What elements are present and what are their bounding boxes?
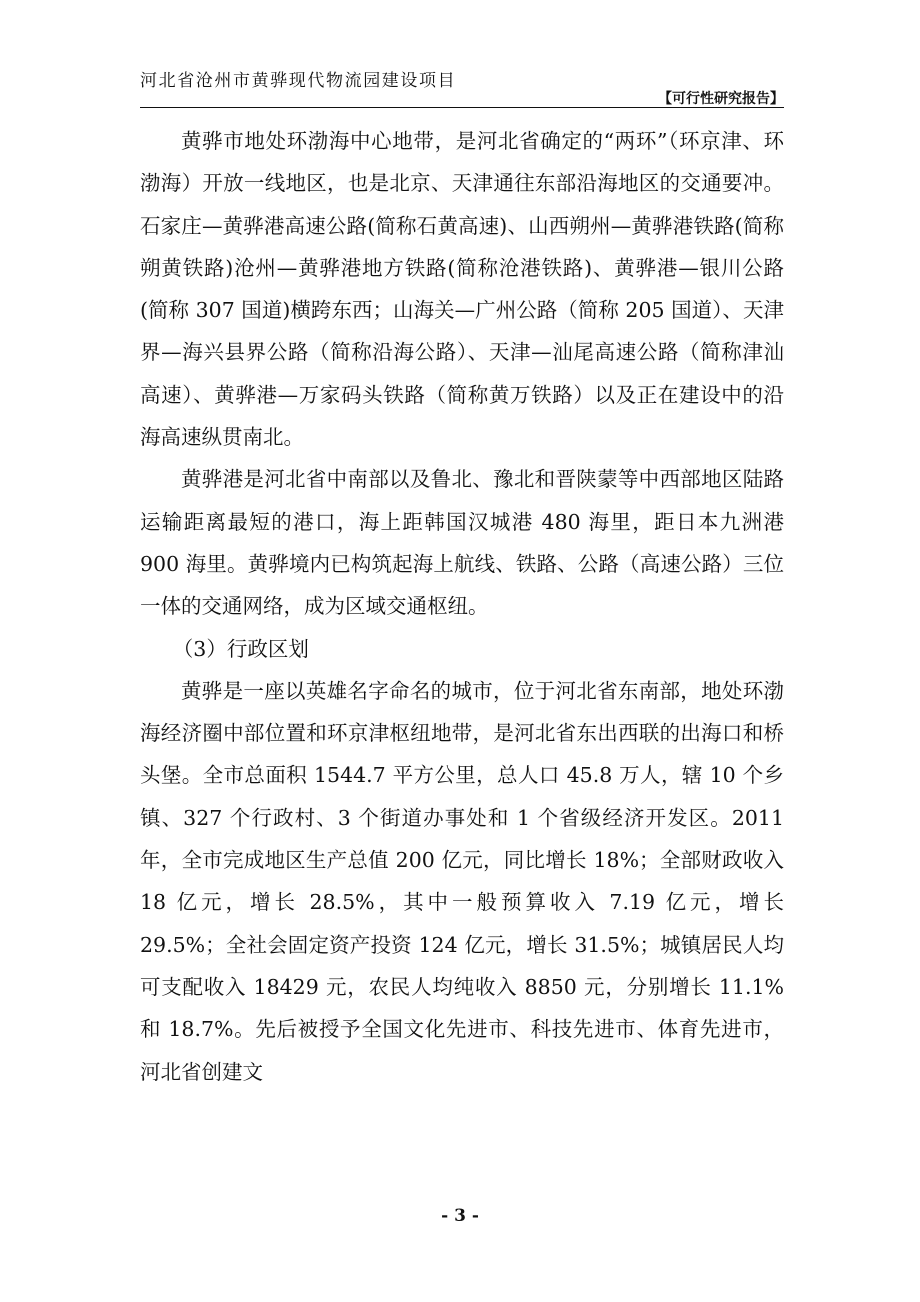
paragraph-transport: 黄骅市地处环渤海中心地带，是河北省确定的“两环”（环京津、环渤海）开放一线地区，也是北京、天津通往东部沿海地区的交通要冲。石家庄—黄骅港高速公路(简称石黄高速)、山西朔州—黄骅港铁路(简称朔黄铁路)沧州—黄骅港地方铁路(简称沧港铁路)、黄骅港—银川公路(简称 307 国道)横跨东西；山海关—广州公路（简称 205 国道）、天津界—海兴县界公路（简称沿海公路）、天津—汕尾高速公路（简称津汕高速）、黄骅港—万家码头铁路（简称黄万铁路）以及正在建设中的沿海高速纵贯南北。 [140, 129, 784, 450]
paragraph-city-overview: 黄骅是一座以英雄名字命名的城市，位于河北省东南部，地处环渤海经济圈中部位置和环京津枢纽地带，是河北省东出西联的出海口和桥头堡。全市总面积 1544.7 平方公里，总人口 45.8 万人，辖 10 个乡镇、327 个行政村、3 个街道办事处和 1 个省级经济开发区。2011 年，全市完成地区生产总值 200 亿元，同比增长 18%；全部财政收入 18 亿元，增长 28.5%，其中一般预算收入 7.19 亿元，增长 29.5%；全社会固定资产投资 124 亿元，增长 31.5%；城镇居民人均可支配收入 18429 元，农民人均纯收入 8850 元，分别增长 11.1%和 18.7%。先后被授予全国文化先进市、科技先进市、体育先进市，河北省创建文 [140, 678, 784, 1084]
page-number: - 3 - [441, 1206, 479, 1226]
header-project-title: 河北省沧州市黄骅现代物流园建设项目 [140, 71, 457, 91]
header-divider [140, 107, 784, 108]
header-doc-type: 【可行性研究报告】 [658, 91, 784, 107]
section-heading-administrative-division: （3）行政区划 [172, 636, 309, 661]
paragraph-port: 黄骅港是河北省中南部以及鲁北、豫北和晋陕蒙等中西部地区陆路运输距离最短的港口，海上距韩国汉城港 480 海里，距日本九洲港 900 海里。黄骅境内已构筑起海上航线、铁路、公路（高速公路）三位一体的交通网络，成为区域交通枢纽。 [140, 467, 784, 619]
document-body [140, 120, 784, 1093]
